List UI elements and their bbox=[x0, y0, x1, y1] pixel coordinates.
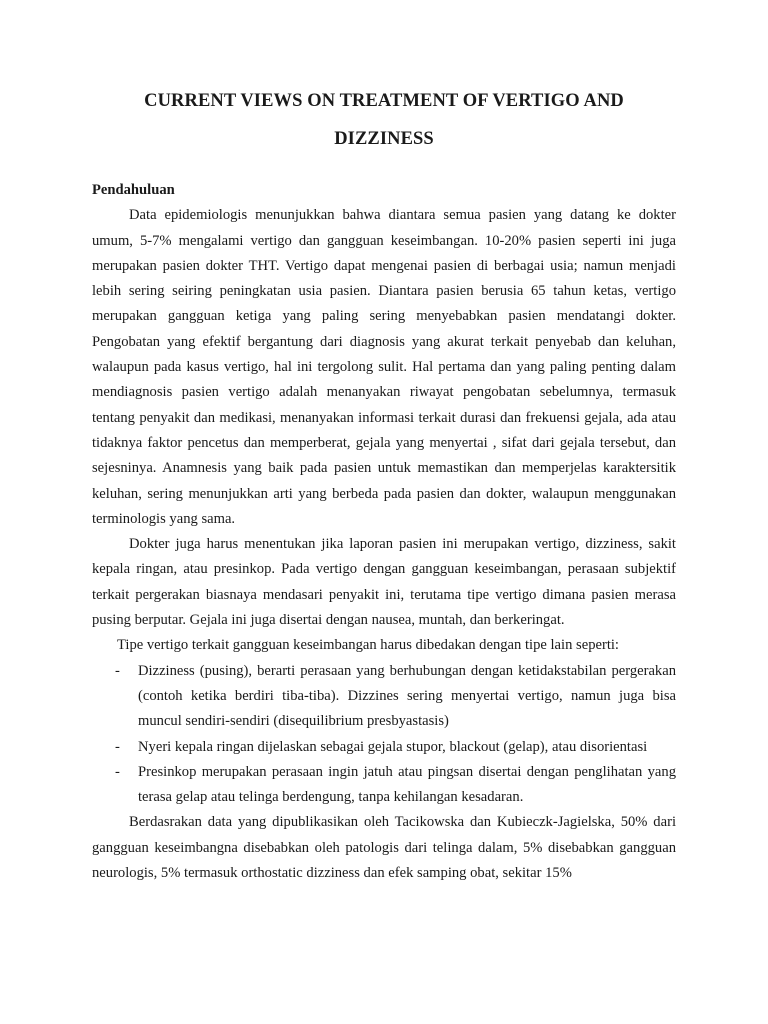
vertigo-types-list bbox=[92, 659, 676, 811]
paragraph-statistics: Berdasrakan data yang dipublikasikan oleh Tacikowska dan Kubieczk-Jagielska, 50% dari gangguan keseimbangna disebabkan oleh patologis dari telinga dalam, 5% disebabkan gangguan neurologis, 5% termasuk orthostatic dizziness dan efek samping obat, sekitar 15% bbox=[92, 814, 676, 882]
list-item-dizziness bbox=[92, 659, 676, 735]
list-item-presyncope bbox=[92, 760, 676, 811]
list-item-text: Nyeri kepala ringan dijelaskan sebagai gejala stupor, blackout (gelap), atau disorientasi bbox=[138, 738, 648, 755]
document-title: CURRENT VIEWS ON TREATMENT OF VERTIGO AND DIZZINESS bbox=[144, 91, 624, 149]
list-marker: - bbox=[115, 738, 120, 755]
section-heading-pendahuluan: Pendahuluan bbox=[92, 182, 175, 198]
list-item-text: Dizziness (pusing), berarti perasaan yang berhubungan dengan ketidakstabilan pergerakan (contoh ketika berdiri tiba-tiba). Dizzines sering menyertai vertigo, namun juga bisa muncul sendiri-sendiri (disequilibrium presbyastasis) bbox=[138, 662, 676, 730]
document-page bbox=[92, 82, 676, 886]
paragraph-epidemiology: Data epidemiologis menunjukkan bahwa diantara semua pasien yang datang ke dokter umum, 5-7% mengalami vertigo dan gangguan keseimbangan. 10-20% pasien seperti ini juga merupakan pasien dokter THT. Vertigo dapat mengenai pasien di berbagai usia; namun menjadi lebih sering seiring peningkatan usia pasien. Diantara pasien berusia 65 tahun ketas, vertigo merupakan gangguan ketiga yang paling sering menyebabkan pasien mendatangi dokter. Pengobatan yang efektif bergantung dari diagnosis yang akurat terkait penyebab dan keluhan, walaupun pada kasus vertigo, hal ini tergolong sulit. Hal pertama dan yang paling penting dalam mendiagnosis pasien vertigo adalah menanyakan riwayat pengobatan sebelumnya, termasuk tentang penyakit dan medikasi, menanyakan informasi terkait durasi dan frekuensi gejala, ada atau tidaknya faktor pencetus dan memperberat, gejala yang menyertai , sifat dari gejala tersebut, dan sejesninya. Anamnesis yang baik pada pasien untuk memastikan dan memperjelas karaktersitik keluhan, sering menunjukkan arti yang berbeda pada pasien dan dokter, walaupun menggunakan terminologis yang sama. bbox=[92, 207, 676, 527]
list-marker: - bbox=[115, 662, 120, 679]
list-marker: - bbox=[115, 763, 120, 780]
list-item-text: Presinkop merupakan perasaan ingin jatuh atau pingsan disertai dengan penglihatan yang terasa gelap atau telinga berdengung, tanpa kehilangan kesadaran. bbox=[138, 763, 676, 806]
paragraph-diagnosis: Dokter juga harus menentukan jika laporan pasien ini merupakan vertigo, dizziness, sakit kepala ringan, atau presinkop. Pada vertigo dengan gangguan keseimbangan, perasaan subjektif terkait pergerakan biasnaya mendasari penyakit ini, terutama tipe vertigo dimana pasien merasa pusing berputar. Gejala ini juga disertai dengan nausea, muntah, dan berkeringat. bbox=[92, 536, 676, 629]
list-item-light-headache bbox=[92, 735, 676, 760]
paragraph-vertigo-types-intro: Tipe vertigo terkait gangguan keseimbangan harus dibedakan dengan tipe lain seperti: bbox=[117, 637, 619, 654]
